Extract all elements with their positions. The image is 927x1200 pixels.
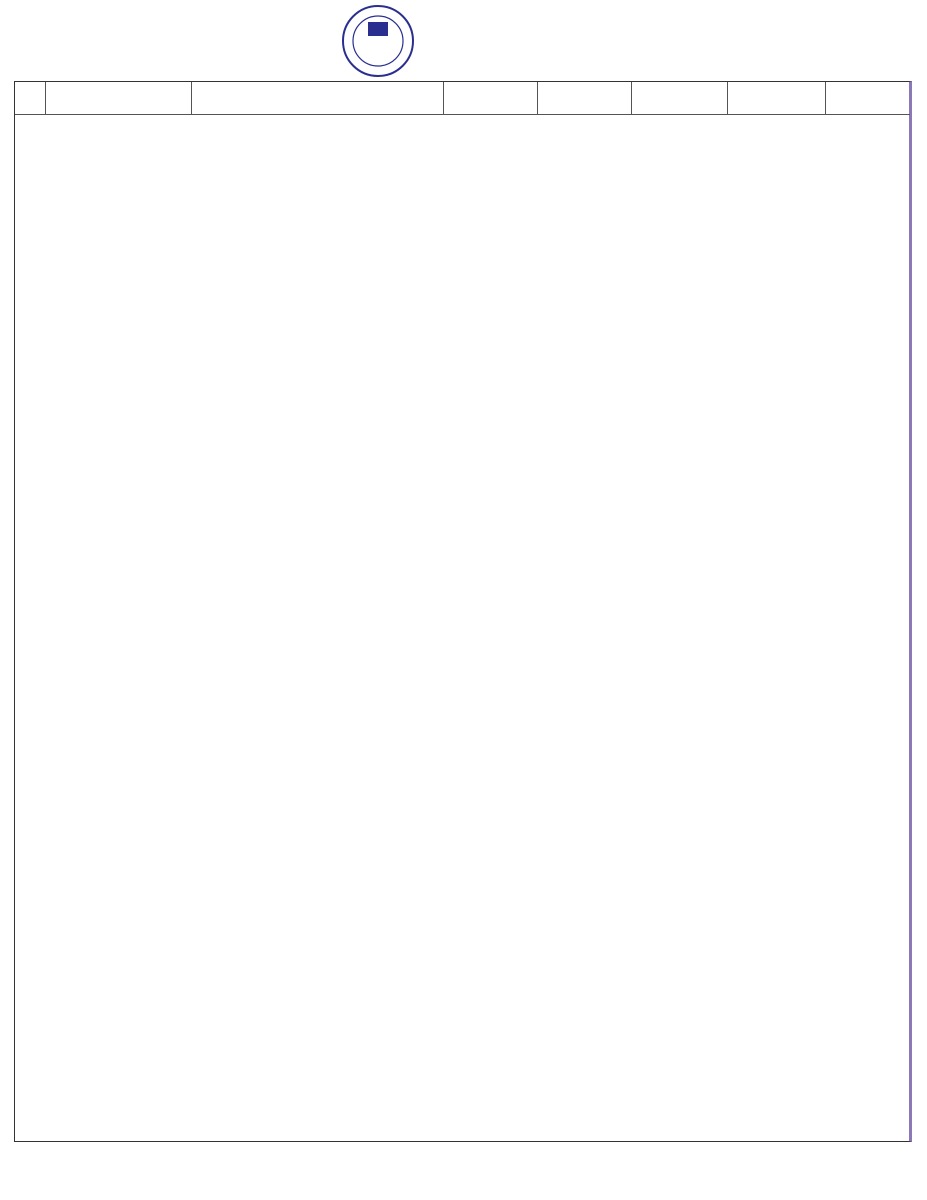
fee-table (14, 81, 912, 1142)
total-service-fees (537, 82, 631, 100)
total-parents-1st (825, 82, 910, 100)
total-yaolan (631, 82, 727, 100)
total-growup (727, 82, 825, 100)
page-header (0, 0, 927, 80)
brand-logo-cn (60, 12, 62, 42)
academy-seal-logo (338, 4, 418, 78)
totals-row (15, 82, 910, 100)
